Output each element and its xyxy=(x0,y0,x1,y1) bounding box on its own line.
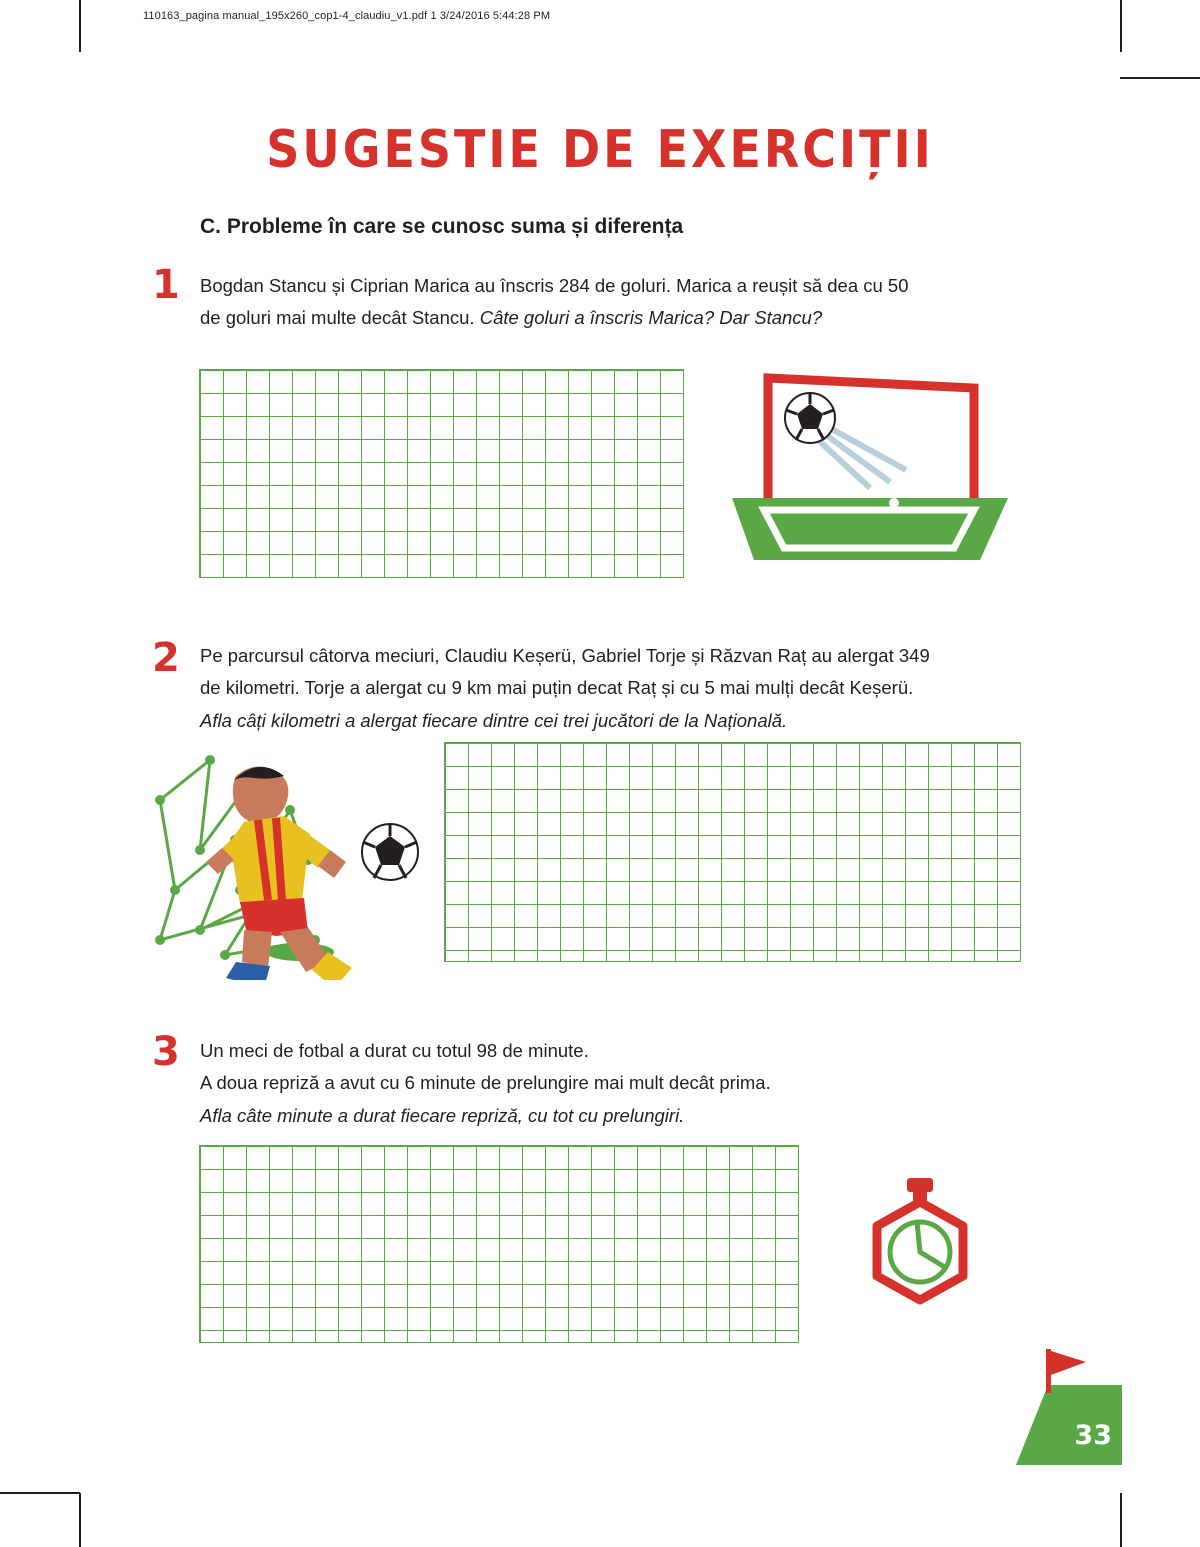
exercise-3-text xyxy=(200,1035,1030,1132)
exercise-2-number: 2 xyxy=(152,635,180,681)
exercise-1-line-1: Bogdan Stancu și Ciprian Marica au înscris 284 de goluri. Marica a reușit să dea cu 50 xyxy=(200,275,909,296)
exercise-3-line-1: Un meci de fotbal a durat cu totul 98 de minute. xyxy=(200,1040,589,1061)
exercise-2-line-3-italic: Afla câți kilometri a alergat fiecare dintre cei trei jucători de la Națională. xyxy=(200,709,788,731)
print-header-text: 110163_pagina manual_195x260_cop1-4_claudiu_v1.pdf 1 3/24/2016 5:44:28 PM xyxy=(143,10,551,22)
answer-grid-1[interactable] xyxy=(199,369,684,578)
page-title: SUGESTIE DE EXERCIȚII xyxy=(266,118,934,180)
section-heading: C. Probleme în care se cunosc suma și diferența xyxy=(200,215,684,238)
exercise-1-line-2-plain: de goluri mai multe decât Stancu. xyxy=(200,307,480,329)
exercise-1-line-2-italic: Câte goluri a înscris Marica? Dar Stancu? xyxy=(479,307,823,329)
exercise-3-line-3-italic: Afla câte minute a durat fiecare repriză, cu tot cu prelungiri. xyxy=(200,1104,685,1126)
answer-grid-2[interactable] xyxy=(444,742,1021,962)
football-goal-illustration xyxy=(718,370,1018,590)
exercise-2-line-2: de kilometri. Torje a alergat cu 9 km mai puțin decat Raț și cu 5 mai mulți decât Keșerü. xyxy=(200,677,914,699)
stopwatch-illustration xyxy=(855,1170,985,1330)
page-number: 33 xyxy=(1074,1420,1112,1451)
exercise-3-line-2: A doua repriză a avut cu 6 minute de prelungire mai mult decât prima. xyxy=(200,1072,771,1094)
page-number-flag xyxy=(1000,1345,1130,1465)
exercise-1-text xyxy=(200,270,1020,335)
exercise-2-text xyxy=(200,640,1030,737)
answer-grid-3[interactable] xyxy=(199,1145,799,1343)
exercise-2-line-1: Pe parcursul câtorva meciuri, Claudiu Keșerü, Gabriel Torje și Răzvan Raț au alergat 349 xyxy=(200,645,930,666)
football-player-illustration xyxy=(140,740,440,980)
exercise-1-number: 1 xyxy=(152,262,180,308)
exercise-3-number: 3 xyxy=(152,1029,180,1075)
